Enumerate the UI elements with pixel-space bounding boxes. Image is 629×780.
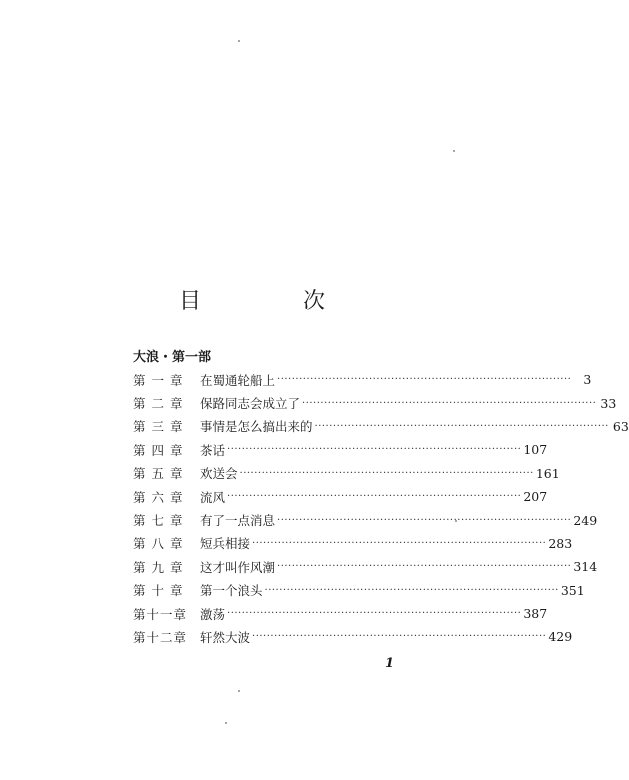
chapter-page-number: 3 (583, 372, 592, 388)
toc-entry[interactable] (133, 368, 592, 391)
toc-entry-body (200, 605, 547, 623)
scan-speck (238, 40, 240, 42)
dot-leader: ················································································ (277, 374, 572, 386)
chapter-title: 激荡 (200, 606, 226, 622)
chapter-page-number: 351 (560, 582, 585, 598)
chapter-page-number: 387 (523, 606, 548, 622)
chapter-title: 短兵相接 (200, 536, 251, 552)
toc-entry[interactable] (133, 391, 617, 414)
chapter-number: 第 五 章 (133, 466, 184, 482)
dot-leader: ················································································ (264, 584, 559, 596)
chapter-title: 事情是怎么搞出来的 (200, 419, 313, 435)
chapter-number: 第 一 章 (133, 372, 184, 388)
chapter-number: 第十一章 (133, 606, 188, 622)
chapter-title: 在蜀通轮船上 (200, 372, 276, 388)
chapter-title: 保路同志会成立了 (200, 396, 301, 412)
toc-entry[interactable] (133, 415, 629, 438)
toc-entry[interactable] (133, 438, 548, 461)
chapter-number: 第 九 章 (133, 559, 184, 575)
chapter-number: 第 六 章 (133, 489, 184, 505)
chapter-title: 有了一点消息 (200, 513, 276, 529)
toc-entry[interactable] (133, 579, 585, 602)
chapter-number: 第 八 章 (133, 536, 184, 552)
dot-leader: ················································································ (314, 420, 609, 432)
chapter-title: 欢送会 (200, 466, 238, 482)
dot-leader: ················································································ (227, 491, 522, 503)
toc-entry[interactable] (133, 555, 598, 578)
toc-entry-body (200, 464, 560, 482)
toc-entry-body (200, 534, 572, 552)
chapter-page-number: 161 (535, 465, 560, 481)
chapter-page-number: 63 (612, 418, 629, 434)
toc-entry-body (200, 628, 572, 646)
toc-entry-body (200, 488, 547, 506)
chapter-number: 第十二章 (133, 629, 188, 645)
part-heading: 大浪・第一部 (133, 350, 212, 365)
chapter-number: 第 四 章 (133, 442, 184, 458)
table-of-contents (133, 368, 629, 649)
chapter-page-number: 249 (573, 512, 598, 528)
scan-speck (225, 722, 227, 724)
page-number: 1 (385, 656, 395, 671)
dot-leader: ················································································ (277, 514, 572, 526)
scan-speck (238, 690, 240, 692)
dot-leader: ················································································ (239, 467, 534, 479)
chapter-title: 茶话 (200, 442, 226, 458)
dot-leader: ················································································ (252, 631, 547, 643)
toc-entry-body (200, 417, 629, 435)
chapter-number: 第 七 章 (133, 513, 184, 529)
chapter-number: 第 三 章 (133, 419, 184, 435)
toc-entry[interactable] (133, 602, 548, 625)
scan-speck (453, 150, 455, 152)
toc-entry[interactable] (133, 532, 573, 555)
toc-entry-body (200, 371, 591, 389)
toc-entry-body (200, 394, 616, 412)
page-title: 目 次 (178, 289, 365, 314)
chapter-title: 轩然大波 (200, 629, 251, 645)
chapter-page-number: 283 (548, 535, 573, 551)
toc-entry-body (200, 581, 585, 599)
dot-leader: ················································································ (277, 561, 572, 573)
dot-leader: ················································································ (302, 397, 597, 409)
dot-leader: ················································································ (227, 608, 522, 620)
toc-entry-body (200, 511, 597, 529)
toc-entry[interactable] (133, 625, 573, 648)
chapter-number: 第 二 章 (133, 396, 184, 412)
chapter-title: 流风 (200, 489, 226, 505)
toc-entry-body (200, 558, 597, 576)
chapter-page-number: 207 (523, 489, 548, 505)
chapter-page-number: 33 (600, 395, 617, 411)
chapter-page-number: 107 (523, 442, 548, 458)
toc-entry-body (200, 441, 547, 459)
chapter-page-number: 429 (548, 629, 573, 645)
toc-entry[interactable] (133, 508, 598, 531)
toc-entry[interactable] (133, 462, 560, 485)
chapter-page-number: 314 (573, 559, 598, 575)
chapter-title: 第一个浪头 (200, 583, 263, 599)
chapter-title: 这才叫作风潮 (200, 559, 276, 575)
dot-leader: ················································································ (252, 537, 547, 549)
chapter-number: 第 十 章 (133, 583, 184, 599)
toc-entry[interactable] (133, 485, 548, 508)
dot-leader: ················································································ (227, 444, 522, 456)
